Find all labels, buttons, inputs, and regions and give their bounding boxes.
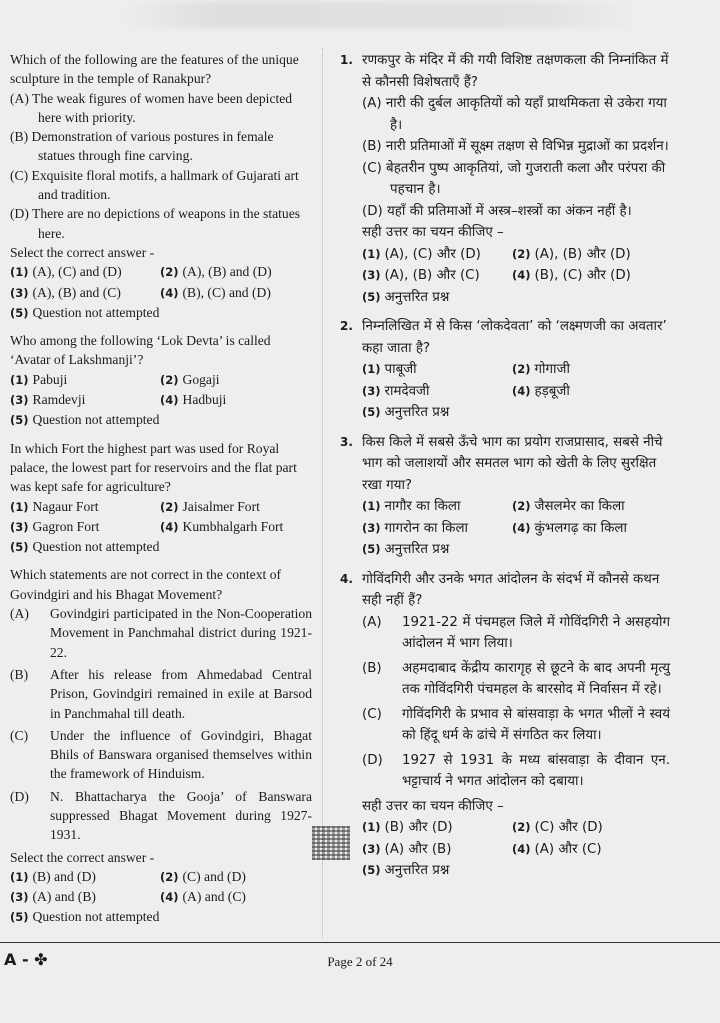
column-divider [322,48,323,938]
option-d: (D) There are no depictions of weapons in the statues here. [10,206,301,241]
answer-1: (1) पाबूजी [362,362,417,377]
option-b: (B) After his release from Ahmedabad Central Prison, Govindgiri remained in exile at Barsod in Panchmahal till death. [10,666,312,721]
answer-grid [362,359,670,402]
answer-grid [362,817,670,860]
option-a: (A) नारी की दुर्बल आकृतियों को यहाँ प्राथमिकता से उकेरा गया है। [362,96,667,133]
footer-rule [0,942,720,943]
answer-2: (2) (A), (B) and (D) [160,264,272,280]
question-number: 4. [340,571,353,586]
answer-grid [10,867,312,908]
answer-4: (4) (A) और (C) [512,841,602,857]
instruction: सही उत्तर का चयन कीजिए – [362,798,504,814]
answer-3: (3) गागरोन का किला [362,520,469,536]
answer-5: (5) Question not attempted [10,412,160,428]
question-3-hi [340,432,670,561]
answer-5: (5) अनुत्तरित प्रश्न [362,405,450,420]
answer-2: (2) (A), (B) और (D) [512,246,631,262]
question-stem: Which statements are not correct in the context of Govindgiri and his Bhagat Movement? [10,567,282,602]
option-c: (C) गोविंदगिरी के प्रभाव से बांसवाड़ा के भगत भीलों ने स्वयं को हिंदू धर्म के ढांचे में संगठित कर लिया। [362,706,670,743]
question-2-en [10,331,312,430]
question-2-hi [340,316,670,424]
option-a: (A) The weak figures of women have been depicted here with priority. [10,90,293,125]
option-d: (D) 1927 से 1931 के मध्य बांसवाड़ा के दीवान एन. भट्टाचार्य ने भगत आंदोलन को दबाया। [362,752,670,789]
english-column [10,50,312,936]
series-mark: A - ✤ [4,950,48,969]
answer-1: (1) (A), (C) और (D) [362,246,481,262]
answer-5: (5) Question not attempted [10,304,160,320]
option-c: (C) Under the influence of Govindgiri, Bhagat Bhils of Banswara organised themselves within the framework of Hinduism. [10,727,312,782]
answer-grid [362,496,670,539]
answer-3: (3) रामदेवजी [362,383,430,399]
answer-5: (5) अनुत्तरित प्रश्न [362,542,450,557]
question-stem: रणकपुर के मंदिर में की गयी विशिष्ट तक्षणकला की निम्नांकित में से कौनसी विशेषताएँ हैं? [362,53,669,90]
answer-1: (1) नागौर का किला [362,499,461,514]
answer-1: (1) (B) और (D) [362,820,453,835]
option-b: (B) अहमदाबाद केंद्रीय कारागृह से छूटने के बाद अपनी मृत्यु तक गोविंदगिरी पंचमहल के बारसोद में निर्वासन में रहे। [362,660,670,697]
question-stem: Which of the following are the features of the unique sculpture in the temple of Ranakpur? [10,52,299,87]
answer-4: (4) Kumbhalgarh Fort [160,518,284,534]
question-stem: In which Fort the highest part was used for Royal palace, the lowest part for reservoirs and the flat part was kept safe for agriculture? [10,440,297,495]
question-stem: Who among the following ‘Lok Devta’ is called ‘Avatar of Lakshmanji’? [10,333,271,368]
answer-4: (4) Hadbuji [160,392,227,408]
option-a: (A) Govindgiri participated in the Non-Cooperation Movement in Panchmahal district during 1921-22. [10,606,312,660]
answer-4: (4) (A) and (C) [160,889,246,905]
answer-1: (1) (A), (C) and (D) [10,264,122,280]
option-d: (D) N. Bhattacharya the Gooja’ of Banswara suppressed Bhagat Movement during 1927-1931. [10,788,312,843]
answer-3: (3) (A), (B) and (C) [10,284,121,300]
instruction: Select the correct answer - [10,244,155,260]
answer-3: (3) (A) and (B) [10,889,96,905]
answer-grid [10,262,312,303]
option-c: (C) Exquisite floral motifs, a hallmark of Gujarati art and tradition. [10,167,299,203]
question-4-en [10,565,312,927]
answer-5: (5) Question not attempted [10,909,160,925]
answer-4: (4) कुंभलगढ़ का किला [512,520,627,536]
option-b: (B) नारी प्रतिमाओं में सूक्ष्म तक्षण से विभिन्न मुद्राओं का प्रदर्शन। [362,139,669,154]
question-number: 2. [340,319,353,333]
answer-grid [10,370,312,411]
option-c: (C) बेहतरीन पुष्प आकृतियां, जो गुजराती कला और परंपरा की पहचान है। [362,160,666,197]
page-number: Page 2 of 24 [327,954,393,969]
qr-code-icon [312,826,350,860]
question-1-en [10,50,312,323]
answer-5: (5) अनुत्तरित प्रश्न [362,863,450,878]
question-stem: गोविंदगिरी और उनके भगत आंदोलन के संदर्भ में कौनसे कथन सही नहीं हैं? [362,571,660,608]
question-number: 3. [340,434,353,449]
answer-2: (2) जैसलमेर का किला [512,499,625,514]
answer-4: (4) (B), (C) and (D) [160,284,271,300]
answer-grid [362,244,670,287]
answer-2: (2) (C) and (D) [160,868,246,884]
question-stem: किस किले में सबसे ऊँचे भाग का प्रयोग राजप्रासाद, सबसे नीचे भाग को जलाशयों और समतल भाग को खेती के लिए सुरक्षित रखा गया? [362,434,663,493]
answer-2: (2) Jaisalmer Fort [160,498,260,514]
answer-4: (4) (B), (C) और (D) [512,268,631,283]
answer-1: (1) (B) and (D) [10,868,96,884]
option-a: (A) 1921-22 में पंचमहल जिले में गोविंदगिरी ने असहयोग आंदोलन में भाग लिया। [362,614,670,651]
instruction: सही उत्तर का चयन कीजिए – [362,225,504,240]
answer-2: (2) (C) और (D) [512,820,603,835]
question-stem: निम्नलिखित में से किस ‘लोकदेवता’ को ‘लक्ष्मणजी का अवतार’ कहा जाता है? [362,319,667,356]
answer-3: (3) (A), (B) और (C) [362,268,480,283]
faded-header-bleed [120,2,640,28]
answer-4: (4) हड़बूजी [512,383,570,399]
question-3-en [10,439,312,558]
answer-2: (2) गोगाजी [512,362,570,377]
answer-3: (3) (A) और (B) [362,841,452,857]
answer-3: (3) Gagron Fort [10,518,100,534]
question-4-hi [340,569,670,882]
answer-2: (2) Gogaji [160,371,220,387]
hindi-column [340,50,670,890]
question-number: 1. [340,53,353,67]
answer-grid [10,497,312,538]
question-1-hi [340,50,670,308]
option-d: (D) यहाँ की प्रतिमाओं में अस्त्र–शस्त्रों का अंकन नहीं है। [362,203,632,219]
answer-5: (5) अनुत्तरित प्रश्न [362,289,450,305]
answer-3: (3) Ramdevji [10,392,86,408]
answer-1: (1) Nagaur Fort [10,498,99,514]
instruction: Select the correct answer - [10,849,155,865]
answer-5: (5) Question not attempted [10,539,160,555]
option-b: (B) Demonstration of various postures in female statues through fine carving. [10,129,274,164]
answer-1: (1) Pabuji [10,371,68,387]
